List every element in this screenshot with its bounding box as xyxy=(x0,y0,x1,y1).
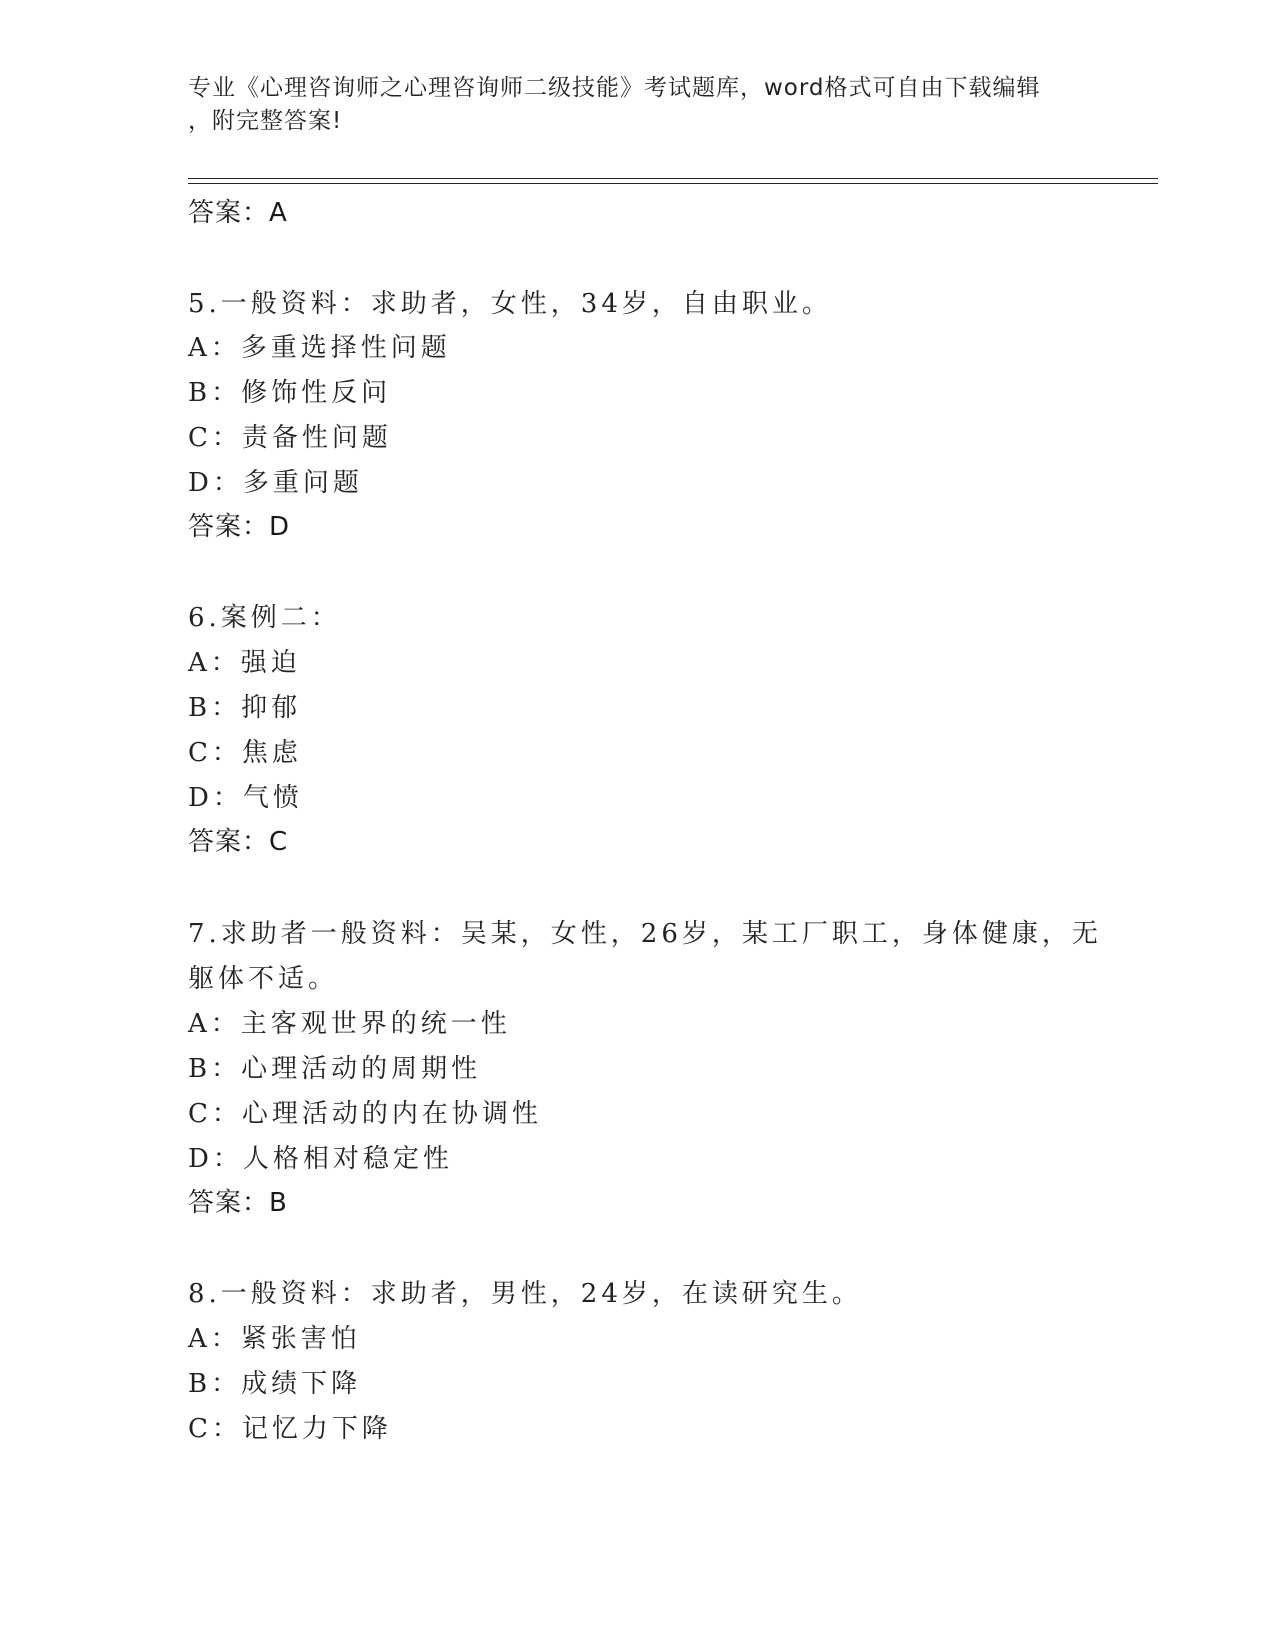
question-8-option-b: B：成绩下降 xyxy=(188,1369,362,1399)
header-divider-bottom xyxy=(188,183,1158,184)
question-8-text: 8.一般资料：求助者，男性，24岁，在读研究生。 xyxy=(188,1279,862,1309)
header-line-2: ，附完整答案! xyxy=(188,108,343,134)
question-5-option-d: D：多重问题 xyxy=(188,468,363,498)
question-6-option-d: D：气愤 xyxy=(188,783,303,813)
document-header xyxy=(188,72,1068,138)
question-7-option-a: A：主客观世界的统一性 xyxy=(188,1009,511,1039)
question-7-answer: 答案：B xyxy=(188,1188,288,1218)
question-7-option-b: B：心理活动的周期性 xyxy=(188,1054,482,1084)
question-6-option-b: B：抑郁 xyxy=(188,693,302,723)
question-6-option-a: A：强迫 xyxy=(188,648,301,678)
question-5-text: 5.一般资料：求助者，女性，34岁，自由职业。 xyxy=(188,289,832,319)
question-6-answer: 答案：C xyxy=(188,827,289,857)
question-6-text: 6.案例二： xyxy=(188,603,341,633)
question-7-text-line-2: 躯体不适。 xyxy=(188,964,339,994)
question-7-option-c: C：心理活动的内在协调性 xyxy=(188,1099,542,1129)
question-5-answer: 答案：D xyxy=(188,512,291,542)
header-line-1: 专业《心理咨询师之心理咨询师二级技能》考试题库，word格式可自由下载编辑 xyxy=(188,75,1041,101)
question-5-option-c: C：责备性问题 xyxy=(188,423,392,453)
question-6-option-c: C：焦虑 xyxy=(188,738,302,768)
question-7-text-line-1: 7.求助者一般资料：吴某，女性，26岁，某工厂职工，身体健康，无 xyxy=(188,919,1102,949)
answer-prev: 答案：A xyxy=(188,198,288,228)
header-divider-top xyxy=(188,178,1158,179)
question-8-option-a: A：紧张害怕 xyxy=(188,1324,361,1354)
question-8-option-c: C：记忆力下降 xyxy=(188,1414,392,1444)
question-5-option-a: A：多重选择性问题 xyxy=(188,333,451,363)
question-5-option-b: B：修饰性反问 xyxy=(188,378,392,408)
question-7-option-d: D：人格相对稳定性 xyxy=(188,1144,453,1174)
